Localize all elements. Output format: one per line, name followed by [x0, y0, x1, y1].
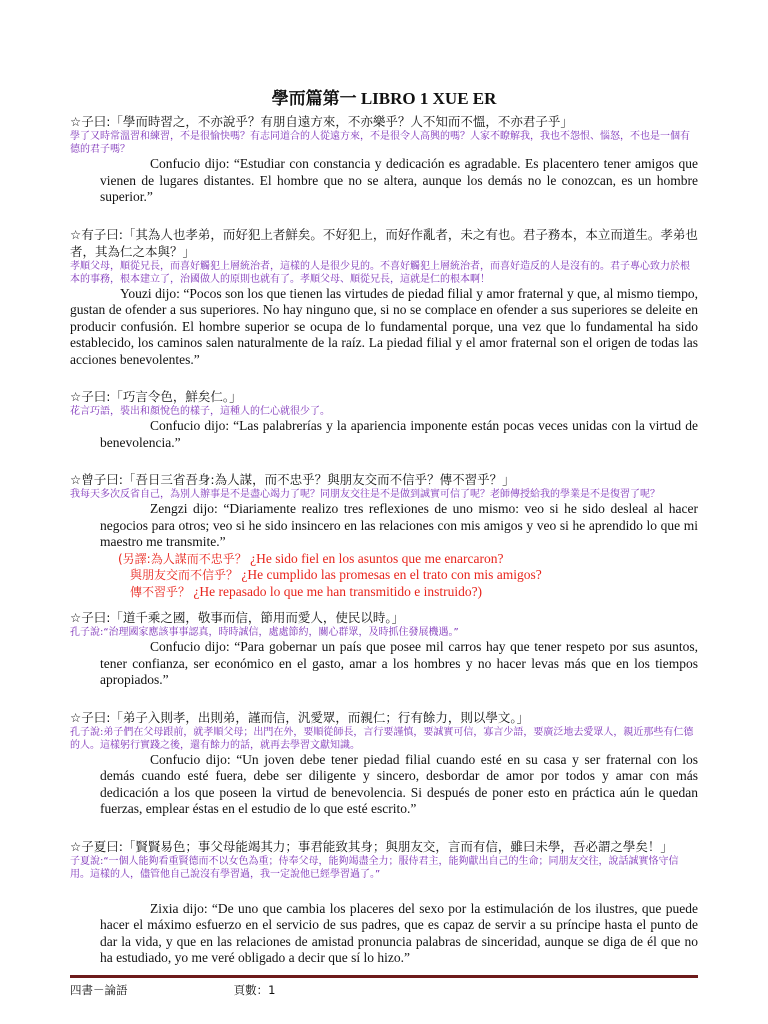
alt-cn: 傳不習乎？ — [130, 584, 191, 599]
alt-es: ¿He repasado lo que me han transmitido e instruido?) — [193, 583, 483, 599]
document-body — [70, 84, 698, 967]
chinese-quote: ☆有子曰:「其為人也孝弟，而好犯上者鮮矣。不好犯上，而好作亂者，未之有也。君子務本，本立而道生。孝弟也者，其為仁之本與？」 — [70, 226, 698, 259]
alt-translation-line — [70, 584, 698, 601]
spanish-translation: Zengzi dijo: “Diariamente realizo tres reflexiones de uno mismo: veo si he sido desleal al hacer negocios para otros; veo si he sido insincero en las relaciones con mis amigos y veo si he aprendido lo que mi maestro me transmite.” — [100, 501, 698, 549]
page-footer — [70, 982, 275, 998]
alt-cn: (另譯:為人謀而不忠乎？ — [118, 551, 247, 566]
spanish-translation: Zixia dijo: “De uno que cambia los placeres del sexo por la estimulación de los ilustres, que puede hacer el máximo esfuerzo en el servicio de sus padres, que es capaz de servir a su príncipe hasta el punto de dar la vida, y que en las relaciones de amistad pronuncia palabras de sinceridad, aunque se diga de él que no ha estudiado, yo me veré obligado a decir que sí lo hizo.” — [100, 900, 698, 965]
chinese-note: 孔子說:“治理國家應該事事認真，時時誠信，處處節約，關心群眾，及時抓住發展機遇。” — [70, 627, 459, 638]
spanish-translation: Confucio dijo: “Las palabrerías y la apariencia imponente están pocas veces unidas con la virtud de benevolencia.” — [100, 418, 698, 450]
chinese-note: 我每天多次反省自己，為別人辦事是不是盡心竭力了呢？同朋友交往是不是做到誠實可信了呢？老師傳授給我的學業是不是復習了呢？ — [70, 489, 660, 500]
alt-cn: 與朋友交而不信乎？ — [130, 568, 239, 582]
chinese-note: 花言巧語，裝出和顏悅色的樣子，這種人的仁心就很少了。 — [70, 406, 330, 417]
spanish-translation: Youzi dijo: “Pocos son los que tienen las virtudes de piedad filial y amor fraternal y que, al mismo tiempo, gustan de ofender a sus superiores. No hay ninguno que, si no se complace en ofender a sus superiores se deleite en producir confusión. El hombre superior se ocupa de lo fundamental porque, una vez que lo fundamental ha sido establecido, los caminos salen naturalmente de la raíz. La piedad filial y el amor fraternal son el origen de todas las acciones benevolentes.” — [70, 285, 698, 367]
chinese-note: 學了又時常溫習和練習，不是很愉快嗎？有志同道合的人從遠方來，不是很令人高興的嗎？人家不瞭解我，我也不怨恨、惱怒，不也是一個有德的君子嗎？ — [70, 131, 690, 155]
alt-translation-line — [70, 551, 698, 568]
page-title: 學而篇第一 LIBRO 1 XUE ER — [271, 89, 497, 108]
chinese-quote: ☆子曰:「道千乘之國，敬事而信，節用而愛人，使民以時。」 — [70, 610, 405, 625]
chinese-quote: ☆曾子曰:「吾日三省吾身:為人謀，而不忠乎？與朋友交而不信乎？傳不習乎？」 — [70, 472, 515, 487]
spanish-translation: Confucio dijo: “Un joven debe tener piedad filial cuando esté en su casa y ser fraternal con los demás cuando esté fuera, debe ser diligente y sincero, desbordar de amor por todos y amar con más dedicación a los que poseen la virtud de benevolencia. Si después de poner esto en práctica aún le quedan fuerzas, emplear éstas en el estudio de lo que esté escrito.” — [100, 751, 698, 816]
alt-es: ¿He cumplido las promesas en el trato con mis amigos? — [241, 567, 542, 582]
chinese-note: 孔子說:弟子們在父母跟前，就孝順父母；出門在外，要順從師長，言行要謹慎，要誠實可信，寡言少語，要廣泛地去愛眾人，親近那些有仁德的人。這樣躬行實踐之後，還有餘力的話，就再去學習文獻知識。 — [70, 726, 694, 751]
chinese-note: 孝順父母，順從兄長，而喜好觸犯上層統治者，這樣的人是很少見的。不喜好觸犯上層統治者，而喜好造反的人是沒有的。君子專心致力於根本的事務，根本建立了，治國做人的原則也就有了。孝順父母、順從兄長，這就是仁的根本啊！ — [70, 260, 690, 285]
chinese-quote: ☆子曰:「學而時習之，不亦說乎？有朋自遠方來，不亦樂乎？人不知而不慍，不亦君子乎」 — [70, 114, 573, 129]
chinese-quote: ☆子曰:「巧言令色，鮮矣仁。」 — [70, 389, 242, 404]
spanish-translation: Confucio dijo: “Para gobernar un país que posee mil carros hay que tener respeto por sus asuntos, tener confianza, ser económico en el gasto, amar a los hombres y no hacer levas más que en los tiempos apropiados.” — [100, 639, 698, 687]
chinese-note: 子夏說:“一個人能夠看重賢德而不以女色為重；侍奉父母，能夠竭盡全力；服侍君主，能夠獻出自己的生命；同朋友交往，說話誠實恪守信用。這樣的人，儘管他自己說沒有學習過，我一定說他已經學習過了。” — [70, 855, 679, 880]
footer-divider — [70, 975, 698, 978]
alt-translation-line — [70, 567, 698, 584]
spanish-translation: Confucio dijo: “Estudiar con constancia y dedicación es agradable. Es placentero tener amigos que vienen de lugares distantes. El hombre que no se altera, aunque los demás no le conozcan, es un hombre superior.” — [100, 156, 698, 204]
chinese-quote: ☆子曰:「弟子入則孝，出則弟，謹而信，汎愛眾，而親仁；行有餘力，則以學文。」 — [70, 709, 530, 725]
footer-book-title: 四書－論語 — [70, 983, 128, 997]
footer-page-number: 頁數：1 — [233, 983, 276, 997]
alt-es: ¿He sido fiel en los asuntos que me enarcaron? — [250, 550, 504, 566]
chinese-quote: ☆子夏曰:「賢賢易色；事父母能竭其力；事君能致其身；與朋友交，言而有信，雖曰未學，吾必謂之學矣！」 — [70, 838, 673, 854]
